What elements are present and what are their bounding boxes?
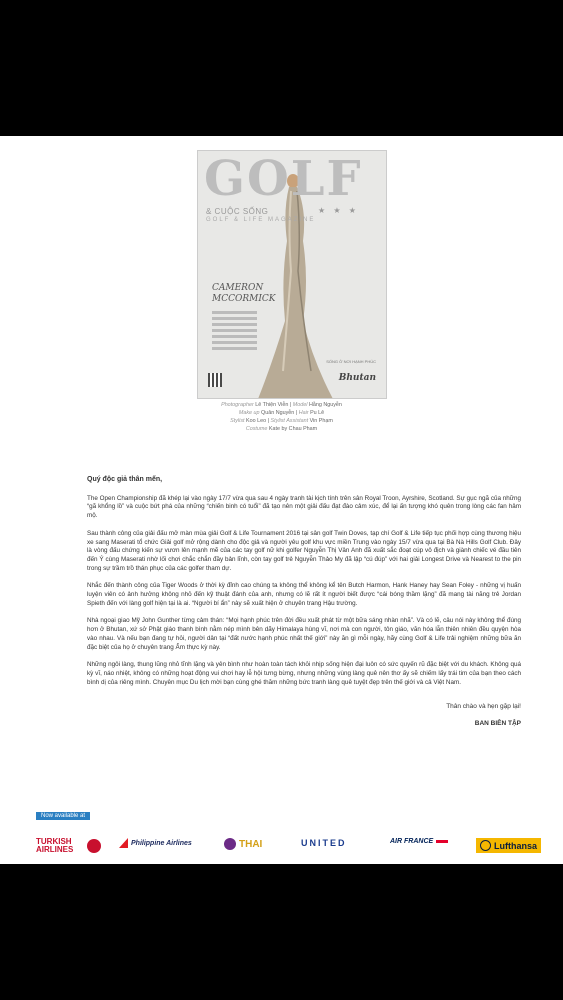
editor-letter xyxy=(87,476,521,729)
credit-value: Quân Nguyễn xyxy=(261,410,295,416)
magazine-page xyxy=(0,136,563,864)
credit-value: Pu Lê xyxy=(310,410,325,416)
credit-key: Costume xyxy=(245,426,268,432)
crane-icon xyxy=(480,840,491,851)
airline-name: THAI xyxy=(239,838,263,850)
letter-paragraph: Nhắc đến thành công của Tiger Woods ở thời kỳ đỉnh cao chúng ta không thể không kể tên Butch Harmon, Hank Haney hay Sean Foley - những vị huấn luyện viên có ảnh hưởng không nhỏ đến kỹ thuật đánh của anh, nhưng có lẽ rất ít người biết được “cái bóng thầm lặng” đã mang tài năng trẻ Jordan Spieth đến với làng golf hiện tại là ai. “Người bí ẩn” này sẽ xuất hiện ở chuyên trang Hậu trường. xyxy=(87,582,521,607)
letter-closing: Thân chào và hẹn gặp lại! xyxy=(446,703,521,711)
credit-key: Stylist xyxy=(230,418,245,424)
letter-signature: BAN BIÊN TẬP xyxy=(474,720,521,728)
credit-value: Koo Leo xyxy=(246,418,267,424)
cover-tagline: GOLF & LIFE MAGAZINE xyxy=(206,217,316,223)
qr-code xyxy=(208,373,222,387)
air-france-stripe-icon xyxy=(436,840,448,843)
air-france-logo xyxy=(390,838,448,845)
letter-greeting: Quý độc giả thân mến, xyxy=(87,476,163,483)
airline-name: AIR FRANCE xyxy=(390,838,434,845)
credit-key: Make up xyxy=(238,410,260,416)
letter-paragraph: Sau thành công của giải đấu mở màn mùa giải Golf & Life Tournament 2016 tại sân golf Twin Doves, tạp chí Golf & Life tiếp tục phối hợp cùng thương hiệu xe sang Maserati tổ chức Giải golf mở rộng dành cho độc giả và người yêu golf khu vực miền Trung vào ngày 15/7 vừa qua tại Bà Nà Hills Golf Club. Đây là vòng đấu chứng kiến sự vươn lên mạnh mẽ của các tay golf nữ khi golfer Nguyễn Thị Vân Anh đã xuất sắc đoạt cúp vô địch và giành chiếc vé đầu tiên đến Ý cùng Maserati nhờ lối chơi chắc chắn đầy bản lĩnh, còn tay golf trẻ Nguyễn Thảo My đã lập “cú đúp” với hai giải Longest Drive và Nearest to the pin trong sự trầm trồ thán phục của các golfer tham dự. xyxy=(87,529,521,572)
airline-name: Philippine Airlines xyxy=(131,839,192,847)
turkish-airlines-logo xyxy=(36,838,101,854)
cover-stars: ★ ★ ★ xyxy=(318,206,359,215)
credit-value: Kate by Chau Pham xyxy=(268,426,318,432)
credit-key: Model xyxy=(292,402,308,408)
credit-key: Photographer xyxy=(221,402,254,408)
airline-name: UNITED xyxy=(301,838,347,848)
cover-headline: CAMERON MCCORMICK xyxy=(212,283,276,304)
letter-paragraph: Nhà ngoại giao Mỹ John Gunther từng cảm thán: “Mọi hạnh phúc trên đời đều xuất phát từ một bữa sáng nhàn nhã”. Và có lẽ, câu nói này không thể đúng hơn ở Bhutan, xứ sở Phật giáo thanh bình nằm nép mình bên dãy Himalaya hùng vĩ, nơi mà con người, tôn giáo, văn hóa lẫn thiên nhiên đều quyện hòa vào nhau. Và nếu bạn đang tự hỏi, người dân tại “đất nước hạnh phúc nhất thế giới” này ăn gì mỗi ngày, hãy cùng Golf & Life trải nghiệm những bữa ăn đặc biệt của họ ở chuyên trang Ẩm thực kỳ này. xyxy=(87,617,521,651)
credit-value: Vin Phạm xyxy=(309,418,333,424)
airline-logos xyxy=(36,838,551,860)
lufthansa-badge xyxy=(476,838,541,853)
cover-destination-label: SỐNG Ở NƠI HẠNH PHÚC xyxy=(326,359,376,364)
now-available-badge: Now available at xyxy=(36,812,90,820)
letter-paragraph: Những ngôi làng, thung lũng nhỏ tĩnh lặng và yên bình như hoàn toàn tách khỏi nhịp sống hiện đại luôn có sức quyến rũ đặc biệt với du khách. Không quá kỳ vĩ, náo nhiệt, không có những hoạt động vui chơi hay lễ hội tưng bừng, nhưng những vùng làng quê nên thơ ấy sẽ chiếm lấy trái tim của bạn theo cách bình dị của riêng mình. Chuyên mục Du lịch mời bạn cùng ghé thăm những bức tranh làng quê tuyệt đẹp trên thế giới và cả Việt Nam. xyxy=(87,661,521,686)
photo-credits: Photographer Lê Thiện Viễn | Model Hằng Nguyễn Make up Quân Nguyễn | Hair Pu Lê Stylist Koo Leo | Stylist Assistant Vin Phạm Costume Kate by Chau Pham xyxy=(221,402,342,432)
turkish-airlines-icon xyxy=(87,839,101,853)
credit-key: Stylist Assistant xyxy=(270,418,309,424)
lufthansa-logo xyxy=(476,838,541,853)
airline-name: Lufthansa xyxy=(494,840,538,851)
philippine-airlines-logo xyxy=(119,838,192,848)
airline-name: TURKISH AIRLINES xyxy=(36,837,74,854)
cover-lines xyxy=(212,311,272,353)
magazine-cover xyxy=(197,150,387,399)
philippine-airlines-icon xyxy=(119,838,128,848)
credit-value: Hằng Nguyễn xyxy=(308,402,342,408)
airline-footer xyxy=(0,808,563,864)
credit-key: Hair xyxy=(298,410,309,416)
credit-value: Lê Thiện Viễn xyxy=(255,402,289,408)
cover-destination: Bhutan xyxy=(338,373,376,383)
cover-logo: GOLF xyxy=(204,151,363,207)
thai-orchid-icon xyxy=(224,838,236,850)
thai-airways-logo xyxy=(224,838,262,850)
united-logo xyxy=(301,838,347,848)
letter-paragraph: The Open Championship đã khép lại vào ngày 17/7 vừa qua sau 4 ngày tranh tài kịch tính trên sân Royal Troon, Ayrshire, Scotland. Sự gục ngã của những “gã khổng lồ” và cuộc bứt phá của những “chiến binh có tuổi” đã tạo nên một giải đấu đạt đào cảm xúc, để lại ấn tượng khó quên trong lòng các fan hâm mộ. xyxy=(87,494,521,520)
cover-subtitle: & CUỘC SỐNG xyxy=(206,207,269,216)
